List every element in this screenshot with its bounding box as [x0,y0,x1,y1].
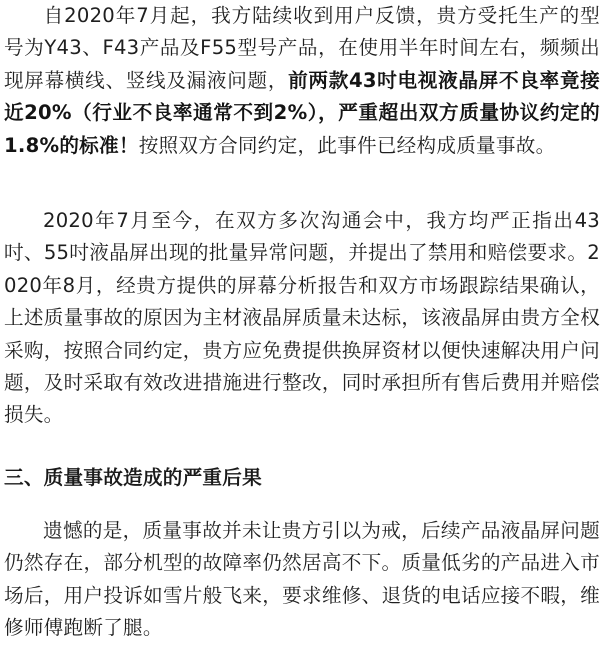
paragraph-text: 2020年7月至今，在双方多次沟通会中，我方均严正指出43吋、55吋液晶屏出现的批量异常问题，并提出了禁用和赔偿要求。2020年8月，经贵方提供的屏幕分析报告和双方市场跟踪结果确认，上述质量事故的原因为主材液晶屏质量未达标，该液晶屏由贵方全权采购，按照合同约定，贵方应免费提供换屏资材以便快速解决用户问题，及时采取有效改进措施进行整改，同时承担所有售后费用并赔偿损失。 [4,209,600,427]
section-heading: 三、质量事故造成的严重后果 [4,466,262,489]
paragraph-text: 遗憾的是，质量事故并未让贵方引以为戒，后续产品液晶屏问题仍然存在，部分机型的故障率仍然居高不下。质量低劣的产品进入市场后，用户投诉如雪片般飞来，要求维修、退货的电话应接不暇，维修师傅跑断了腿。 [4,519,600,640]
paragraph-text: 自2020年7月起，我方陆续收到用户反馈，贵方受托生产的型号为Y43、F43产品及F55型号产品，在使用半年时间左右，频频出现屏幕横线、竖线及漏液问题， [4,4,600,92]
paragraph-consequences [4,515,600,645]
paragraph-text: 按照双方合同约定，此事件已经构成质量事故。 [138,133,556,157]
paragraph-quality-feedback [4,0,600,162]
paragraph-communication-history [4,205,600,432]
emphasized-defect-rate: 前两款43吋电视液晶屏不良率竟接近20%（行业不良率通常不到2%），严重超出双方质量协议约定的1.8%的标准！ [4,68,600,157]
